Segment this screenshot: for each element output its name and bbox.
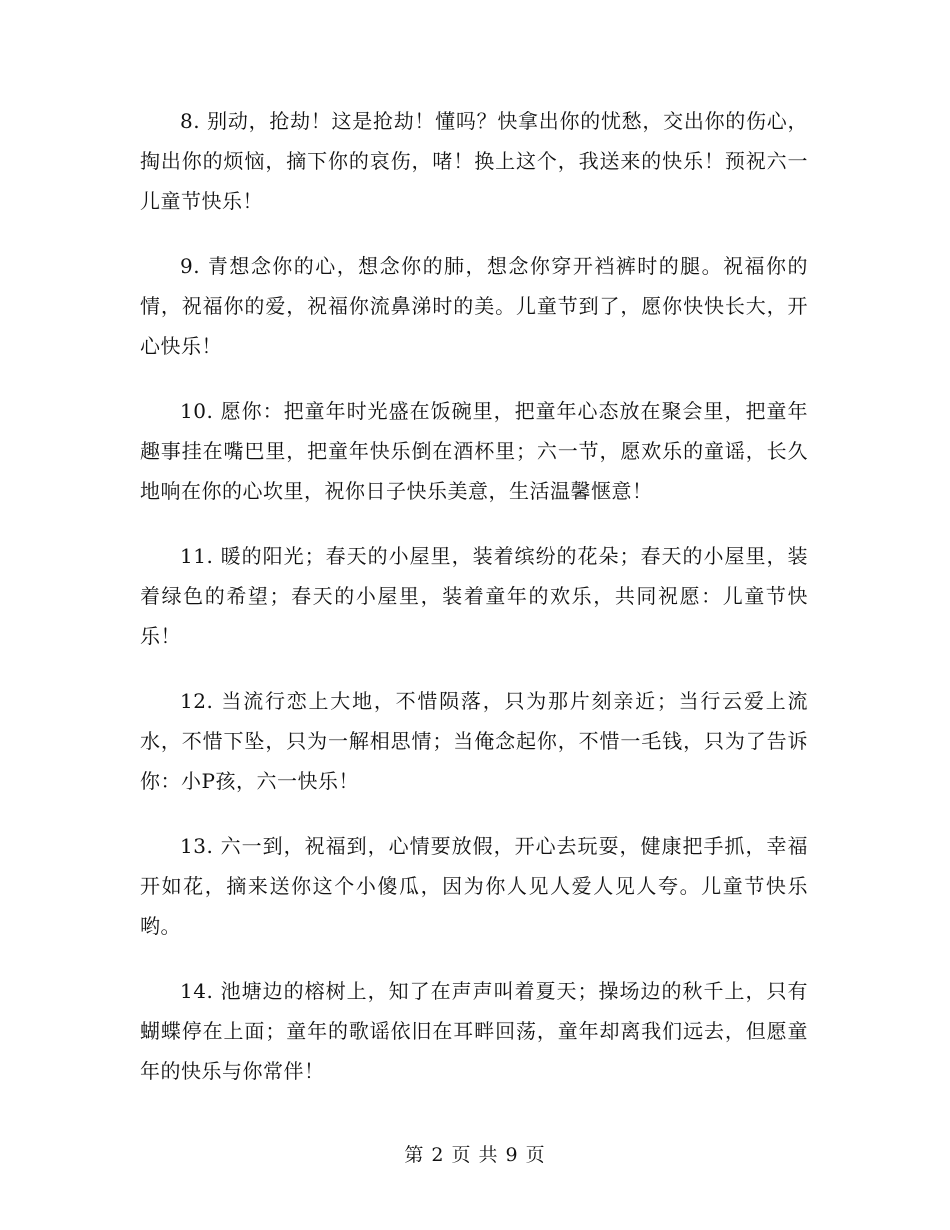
paragraph-13: 13. 六一到，祝福到，心情要放假，开心去玩耍，健康把手抓，幸福开如花，摘来送你这个小傻瓜，因为你人见人爱人见人夸。儿童节快乐哟。	[140, 834, 808, 938]
paragraph-12: 12. 当流行恋上大地，不惜陨落，只为那片刻亲近；当行云爱上流水，不惜下坠，只为一解相思情；当俺念起你，不惜一毛钱，只为了告诉你：小P孩，六一快乐！	[140, 689, 808, 793]
page-number-footer: 第 2 页 共 9 页	[404, 1144, 546, 1166]
paragraph-10: 10. 愿你：把童年时光盛在饭碗里，把童年心态放在聚会里，把童年趣事挂在嘴巴里，把童年快乐倒在酒杯里；六一节，愿欢乐的童谣，长久地响在你的心坎里，祝你日子快乐美意，生活温馨惬意！	[140, 399, 808, 503]
paragraph-8: 8. 别动，抢劫！这是抢劫！懂吗？快拿出你的忧愁，交出你的伤心，掏出你的烦恼，摘下你的哀伤，啫！换上这个，我送来的快乐！预祝六一儿童节快乐！	[140, 109, 808, 213]
paragraph-14: 14. 池塘边的榕树上，知了在声声叫着夏天；操场边的秋千上，只有蝴蝶停在上面；童年的歌谣依旧在耳畔回荡，童年却离我们远去，但愿童年的快乐与你常伴！	[140, 979, 808, 1083]
paragraph-9: 9. 青想念你的心，想念你的肺，想念你穿开裆裤时的腿。祝福你的情，祝福你的爱，祝福你流鼻涕时的美。儿童节到了，愿你快快长大，开心快乐！	[140, 254, 808, 358]
paragraph-11: 11. 暖的阳光；春天的小屋里，装着缤纷的花朵；春天的小屋里，装着绿色的希望；春天的小屋里，装着童年的欢乐，共同祝愿：儿童节快乐！	[140, 544, 808, 648]
